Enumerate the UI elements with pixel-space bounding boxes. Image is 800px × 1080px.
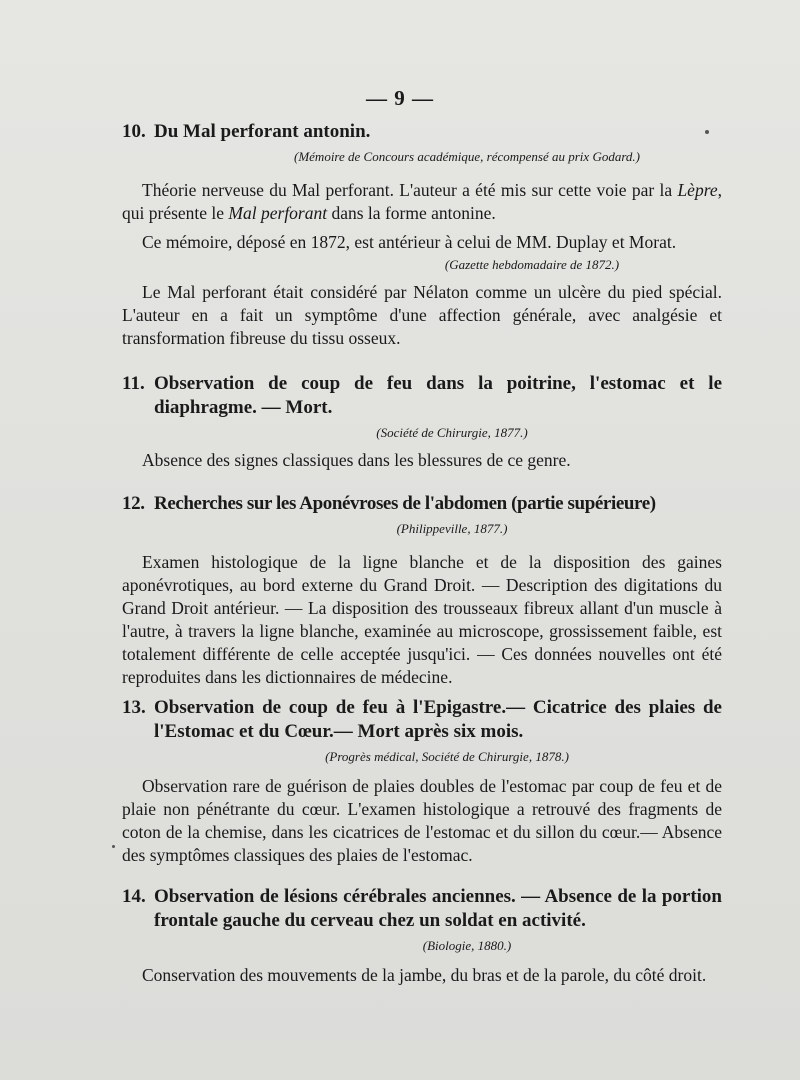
entry-14 bbox=[122, 885, 722, 987]
entry-title: Observation de coup de feu à l'Epigastre.— Cicatrice des plaies de l'Estomac et du Cœur.— Mort après six mois. bbox=[154, 697, 722, 742]
entry-heading bbox=[122, 492, 722, 516]
print-speck bbox=[112, 845, 115, 848]
entry-number: 11. bbox=[122, 373, 145, 394]
entry-source: (Société de Chirurgie, 1877.) bbox=[376, 425, 528, 440]
entry-source: (Mémoire de Concours académique, récompensé au prix Godard.) bbox=[294, 149, 640, 164]
entry-paragraph: Conservation des mouvements de la jambe, du bras et de la parole, du côté droit. bbox=[142, 965, 707, 985]
entry-heading bbox=[122, 372, 722, 420]
italic-term: Mal perforant bbox=[228, 203, 328, 223]
entry-number: 12. bbox=[122, 493, 145, 514]
entry-12 bbox=[122, 492, 722, 689]
italic-term: Lèpre bbox=[677, 180, 718, 200]
entry-source: (Philippeville, 1877.) bbox=[396, 521, 508, 536]
page-number: — 9 — bbox=[366, 86, 434, 110]
entry-heading bbox=[122, 885, 722, 933]
text-run: Théorie nerveuse du Mal perforant. L'auteur a été mis sur cette voie par la bbox=[142, 180, 678, 200]
print-speck bbox=[705, 130, 709, 134]
entry-number: 10. bbox=[122, 121, 146, 142]
entry-13 bbox=[122, 696, 722, 867]
entry-paragraph bbox=[122, 179, 722, 225]
text-run: dans la forme antonine. bbox=[327, 203, 496, 223]
entry-source: (Progrès médical, Société de Chirurgie, 1878.) bbox=[325, 749, 569, 764]
entry-title: Observation de lésions cérébrales anciennes. — Absence de la portion frontale gauche du cerveau chez un soldat en activité. bbox=[154, 886, 722, 931]
entry-11 bbox=[122, 372, 722, 472]
entry-source: (Biologie, 1880.) bbox=[422, 938, 512, 953]
entry-heading bbox=[122, 696, 722, 744]
entry-number: 13. bbox=[122, 697, 146, 718]
entry-heading bbox=[122, 120, 722, 144]
entry-paragraph: Le Mal perforant était considéré par Nélaton comme un ulcère du pied spécial. L'auteur en a fait un symptôme d'une affection générale, avec analgésie et transformation fibreuse du tissu osseux. bbox=[122, 282, 722, 348]
entry-source: (Gazette hebdomadaire de 1872.) bbox=[444, 257, 620, 272]
entry-paragraph: Ce mémoire, déposé en 1872, est antérieur à celui de MM. Duplay et Morat. bbox=[142, 232, 677, 252]
entry-paragraph: Absence des signes classiques dans les blessures de ce genre. bbox=[142, 450, 571, 470]
entry-number: 14. bbox=[122, 886, 146, 907]
entry-paragraph: Examen histologique de la ligne blanche et de la disposition des gaines aponévrotiques, au bord externe du Grand Droit. — Description des digitations du Grand Droit antérieur. — La disposition des trousseaux fibreux allant d'un muscle à l'autre, à travers la ligne blanche, examinée au microscope, grossissement faible, est totalement différente de celle acceptée jusqu'ici. — Ces données nouvelles ont été reproduites dans les dictionnaires de médecine. bbox=[122, 552, 722, 687]
entry-title: Recherches sur les Aponévroses de l'abdomen (partie supérieure) bbox=[154, 493, 656, 514]
entry-title: Du Mal perforant antonin. bbox=[154, 121, 371, 142]
text-run: , qui présente le bbox=[122, 180, 722, 223]
entry-10 bbox=[122, 120, 722, 350]
entry-paragraph: Observation rare de guérison de plaies doubles de l'estomac par coup de feu et de plaie non pénétrante du cœur. L'examen histologique a retrouvé des fragments de coton de la chemise, dans les cicatrices de l'estomac et du sillon du cœur.— Absence des symptômes classiques des plaies de l'estomac. bbox=[122, 776, 722, 865]
entry-title: Observation de coup de feu dans la poitrine, l'estomac et le diaphragme. — Mort. bbox=[154, 373, 722, 418]
